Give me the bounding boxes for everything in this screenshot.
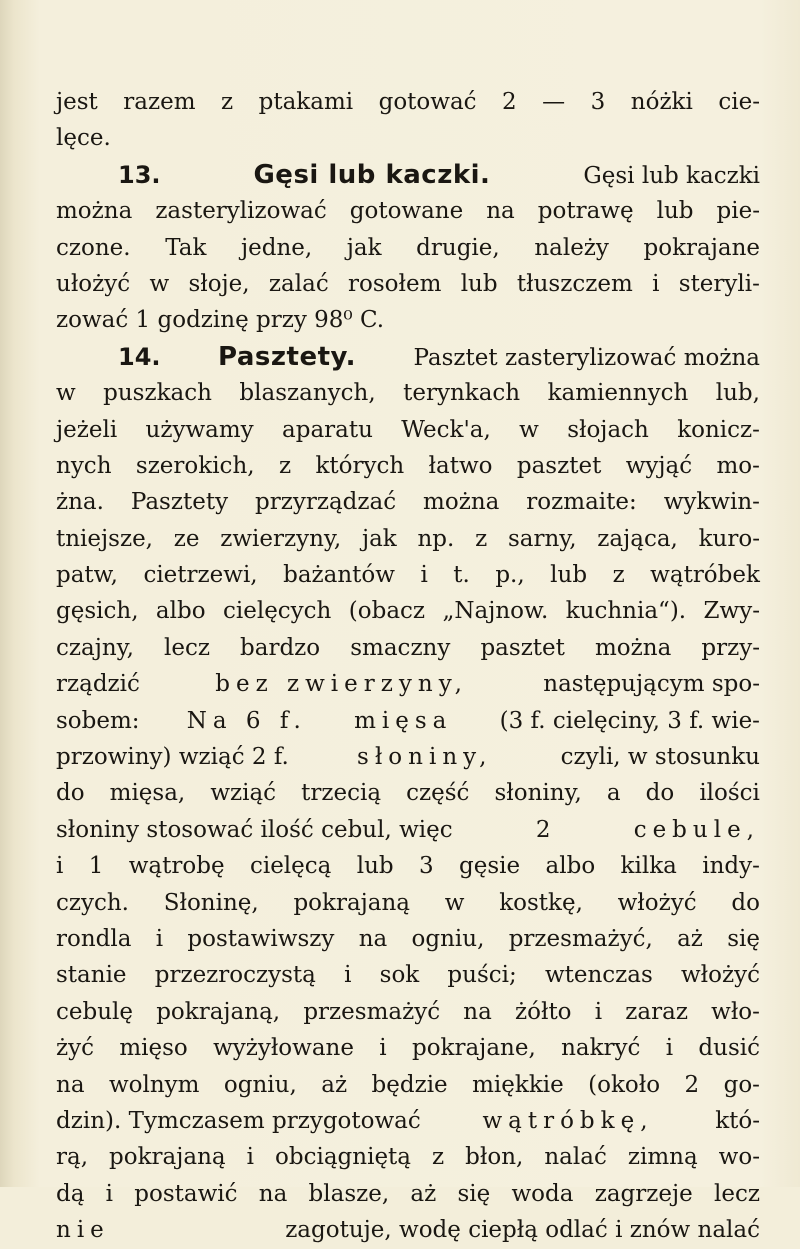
section-number: 13.: [118, 160, 161, 189]
section-text: Pasztet zasterylizować można: [413, 344, 760, 371]
spaced-emphasis: bez zwierzyny,: [215, 671, 468, 698]
text-line: [56, 1103, 760, 1139]
line-segment: (3 f. cielęciny, 3 f. wie-: [499, 707, 760, 734]
section-text: Gęsi lub kaczki: [583, 162, 760, 189]
text-line: zować 1 godzinę przy 98⁰ C.: [56, 307, 385, 334]
line-segment: 2: [535, 816, 551, 843]
text-line: czajny, lecz bardzo smaczny pasztet można przy-: [56, 634, 760, 661]
text-line: żyć mięso wyżyłowane i pokrajane, nakryć i dusić: [56, 1035, 760, 1062]
line-segment: sobem:: [56, 707, 140, 734]
spaced-emphasis: wątróbkę,: [482, 1107, 654, 1134]
line-segment: któ-: [715, 1107, 760, 1134]
text-line: żna. Pasztety przyrządzać można rozmaite: wykwin-: [56, 489, 760, 516]
section-number: 14.: [118, 342, 161, 371]
text-line: patw, cietrzewi, bażantów i t. p., lub z wątróbek: [56, 562, 760, 589]
text-line: rą, pokrajaną i obciągniętą z błon, nalać zimną wo-: [56, 1144, 760, 1171]
text-line: ułożyć w słoje, zalać rosołem lub tłuszczem i steryli-: [56, 270, 760, 297]
section-heading: Pasztety.: [218, 341, 356, 372]
text-line: jeżeli używamy aparatu Weck'a, w słojach konicz-: [56, 416, 760, 443]
page-text: [56, 84, 760, 1249]
line-segment: dzin). Tymczasem przygotować: [56, 1107, 421, 1134]
line-segment: przowiny) wziąć 2 f.: [56, 744, 289, 771]
text-line: jest razem z ptakami gotować 2 — 3 nóżki cie-: [56, 89, 760, 115]
text-line: gęsich, albo cielęcych (obacz „Najnow. kuchnia“). Zwy-: [56, 598, 760, 625]
text-line: i 1 wątrobę cielęcą lub 3 gęsie albo kilka indy-: [56, 853, 760, 880]
text-line: [56, 1212, 760, 1248]
section-14-line: [56, 339, 760, 375]
section-13-line: [56, 157, 760, 193]
text-line: [56, 812, 760, 848]
spaced-emphasis: mięsa: [354, 707, 453, 734]
text-line: rondla i postawiwszy na ogniu, przesmażyć, aż się: [56, 925, 760, 952]
text-line: można zasterylizować gotowane na potrawę lub pie-: [56, 198, 760, 225]
text-line: cebulę pokrajaną, przesmażyć na żółto i zaraz wło-: [56, 998, 760, 1025]
text-line: lęce.: [56, 125, 111, 152]
text-line: na wolnym ogniu, aż będzie miękkie (około 2 go-: [56, 1071, 760, 1098]
text-line: czych. Słoninę, pokrajaną w kostkę, włożyć do: [56, 889, 760, 916]
section-heading: Gęsi lub kaczki.: [253, 159, 491, 190]
text-line: czone. Tak jedne, jak drugie, należy pokrajane: [56, 234, 760, 261]
line-segment: słoniny stosować ilość cebul, więc: [56, 816, 453, 843]
spaced-emphasis: słoniny,: [357, 744, 493, 771]
spaced-emphasis: cebule,: [633, 816, 760, 843]
spaced-emphasis: Na 6 f.: [186, 707, 307, 734]
text-line: do mięsa, wziąć trzecią część słoniny, a do ilości: [56, 780, 760, 807]
line-segment: czyli, w stosunku: [560, 744, 760, 771]
text-line: rządzić bez zwierzyny, następującym spo-: [56, 666, 760, 702]
text-line: w puszkach blaszanych, terynkach kamiennych lub,: [56, 380, 760, 407]
text-line: dą i postawić na blasze, aż się woda zagrzeje lecz: [56, 1180, 760, 1207]
line-segment: zagotuje, wodę ciepłą odlać i znów nalać: [285, 1217, 760, 1244]
text-line: stanie przezroczystą i sok puści; wtenczas włożyć: [56, 962, 760, 989]
text-line: tniejsze, ze zwierzyny, jak np. z sarny, zająca, kuro-: [56, 525, 760, 552]
text-line: [56, 703, 760, 739]
spaced-emphasis: nie: [56, 1217, 110, 1244]
text-line: [56, 739, 760, 775]
text-line: nych szerokich, z których łatwo pasztet wyjąć mo-: [56, 452, 760, 479]
line-segment: następującym spo-: [543, 671, 760, 698]
